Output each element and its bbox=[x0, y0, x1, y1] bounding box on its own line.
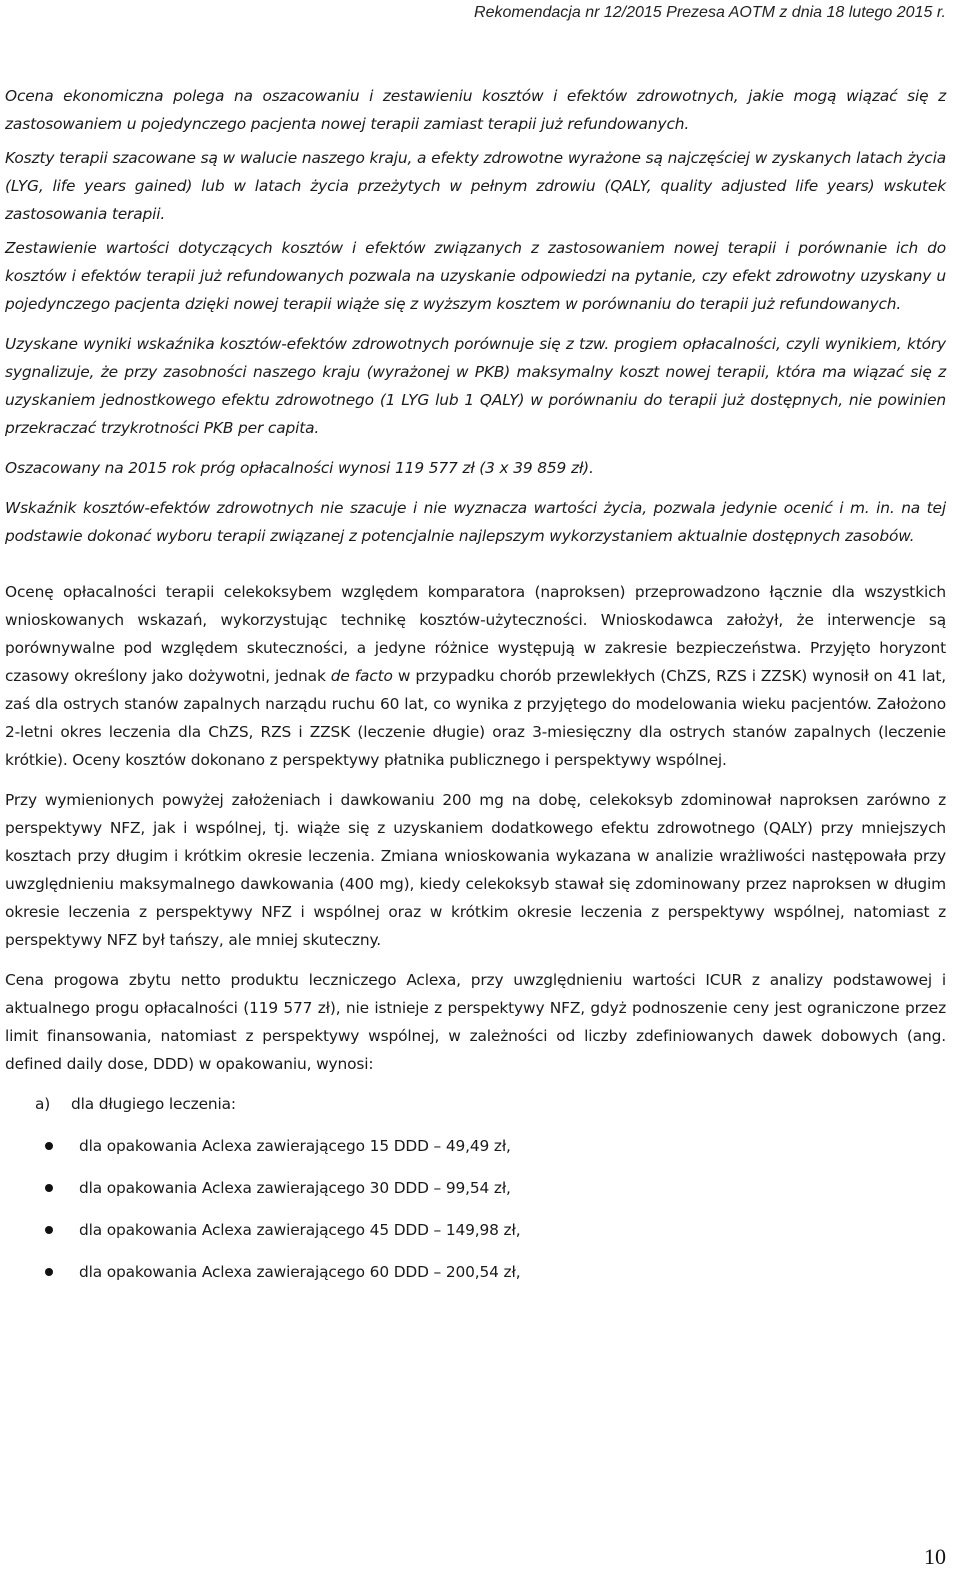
paragraph-economic-evaluation: Ocena ekonomiczna polega na oszacowaniu i zestawieniu kosztów i efektów zdrowotnych, jakie mogą wiązać się z zastosowaniem u pojedynczego pacjenta nowej terapii zamiast terapii już refundowanych. bbox=[5, 87, 946, 133]
p7-text-c: w przypadku chorób przewlekłych (ChZS, RZS i ZZSK) wynosił on 41 lat, zaś dla ostrych stanów zapalnych narządu ruchu 60 lat, co wynika z przyjętego do modelowania wieku pacjentów. Założono 2-letni okres leczenia dla ChZS, RZS i ZZSK (leczenie długie) oraz 3-miesięczny dla ostrych stanów zapalnych (leczenie krótkie). Oceny kosztów dokonano z perspektywy płatnika publicznego i perspektywy wspólnej. bbox=[5, 667, 946, 769]
paragraph-threshold: Uzyskane wyniki wskaźnika kosztów-efektów zdrowotnych porównuje się z tzw. progiem opłacalności, czyli wynikiem, który sygnalizuje, że przy zasobności naszego kraju (wyrażonej w PKB) maksymalny koszt nowej terapii, która ma wiązać się z uzyskaniem jednostkowego efektu zdrowotnego (1 LYG lub 1 QALY) w porównaniu do terapii już dostępnych, nie powinien przekraczać trzykrotności PKB per capita. bbox=[5, 335, 946, 437]
paragraph-indicator: Wskaźnik kosztów-efektów zdrowotnych nie szacuje i nie wyznacza wartości życia, pozwala jedynie ocenić i m. in. na tej podstawie dokonać wyboru terapii związanej z potencjalnie najlepszym wykorzystaniem aktualnie dostępnych zasobów. bbox=[5, 499, 946, 545]
bullet-icon bbox=[5, 1174, 79, 1202]
page-number: 10 bbox=[924, 1544, 946, 1569]
bullet-text: dla opakowania Aclexa zawierającego 30 DDD – 99,54 zł, bbox=[79, 1179, 511, 1197]
bullet-item bbox=[5, 1216, 946, 1244]
bullet-text: dla opakowania Aclexa zawierającego 60 DDD – 200,54 zł, bbox=[79, 1263, 521, 1281]
list-marker: a) bbox=[35, 1095, 51, 1113]
paragraph-threshold-price: Cena progowa zbytu netto produktu leczniczego Aclexa, przy uwzględnieniu wartości ICUR z analizy podstawowej i aktualnego progu opłacalności (119 577 zł), nie istnieje z perspektywy NFZ, gdyż podnoszenie ceny jest ograniczone przez limit finansowania, natomiast z perspektywy wspólnej, w zależności od liczby zdefiniowanych dawek dobowych (ang. defined daily dose, DDD) w opakowaniu, wynosi: bbox=[5, 971, 946, 1073]
list-label: dla długiego leczenia: bbox=[71, 1095, 236, 1113]
list-item-a bbox=[5, 1090, 946, 1118]
paragraph-comparison: Zestawienie wartości dotyczących kosztów i efektów związanych z zastosowaniem nowej terapii i porównanie ich do kosztów i efektów terapii już refundowanych pozwala na uzyskanie odpowiedzi na pytanie, czy efekt zdrowotny uzyskany u pojedynczego pacjenta dzięki nowej terapii wiąże się z wyższym kosztem w porównaniu do terapii już refundowanych. bbox=[5, 239, 946, 313]
bullet-icon bbox=[5, 1258, 79, 1286]
paragraph-costs-effects: Koszty terapii szacowane są w walucie naszego kraju, a efekty zdrowotne wyrażone są najczęściej w zyskanych latach życia (LYG, life years gained) lub w latach życia przeżytych w pełnym zdrowiu (QALY, quality adjusted life years) wskutek zastosowania terapii. bbox=[5, 149, 946, 223]
paragraph-celecoxib-evaluation bbox=[5, 578, 946, 774]
paragraph-threshold-value: Oszacowany na 2015 rok próg opłacalności wynosi 119 577 zł (3 x 39 859 zł). bbox=[5, 459, 594, 477]
bullet-text: dla opakowania Aclexa zawierającego 15 DDD – 49,49 zł, bbox=[79, 1137, 511, 1155]
p7-text-a: Ocenę opłacalności terapii celekoksybem względem komparatora (naproksen) przeprowadzono łącznie dla wszystkich wnioskowanych wskazań, wykorzystując technikę kosztów-użyteczności. Wnioskodawca założył, że interwencje są porównywalne pod względem skuteczności, a jedyne różnice występują w zakresie bezpieczeństwa. Przyjęto horyzont czasowy określony jako dożywotni, jednak bbox=[5, 583, 946, 685]
p7-de-facto: de facto bbox=[330, 667, 393, 685]
bullet-icon bbox=[5, 1216, 79, 1244]
bullet-text: dla opakowania Aclexa zawierającego 45 DDD – 149,98 zł, bbox=[79, 1221, 521, 1239]
document-body bbox=[5, 82, 946, 1286]
paragraph-dominance: Przy wymienionych powyżej założeniach i dawkowaniu 200 mg na dobę, celekoksyb zdominował naproksen zarówno z perspektywy NFZ, jak i wspólnej, tj. wiąże się z uzyskaniem dodatkowego efektu zdrowotnego (QALY) przy mniejszych kosztach przy długim i krótkim okresie leczenia. Zmiana wnioskowania wykazana w analizie wrażliwości następowała przy uwzględnieniu maksymalnego dawkowania (400 mg), kiedy celekoksyb stawał się zdominowany przez naproksen w długim okresie leczenia z perspektywy NFZ i wspólnej oraz w krótkim okresie leczenia z perspektywy wspólnej, natomiast z perspektywy NFZ był tańszy, ale mniej skuteczny. bbox=[5, 791, 946, 949]
page-header: Rekomendacja nr 12/2015 Prezesa AOTM z dnia 18 lutego 2015 r. bbox=[474, 4, 946, 21]
bullet-item bbox=[5, 1258, 946, 1286]
bullet-item bbox=[5, 1174, 946, 1202]
bullet-item bbox=[5, 1132, 946, 1160]
bullet-icon bbox=[5, 1132, 79, 1160]
